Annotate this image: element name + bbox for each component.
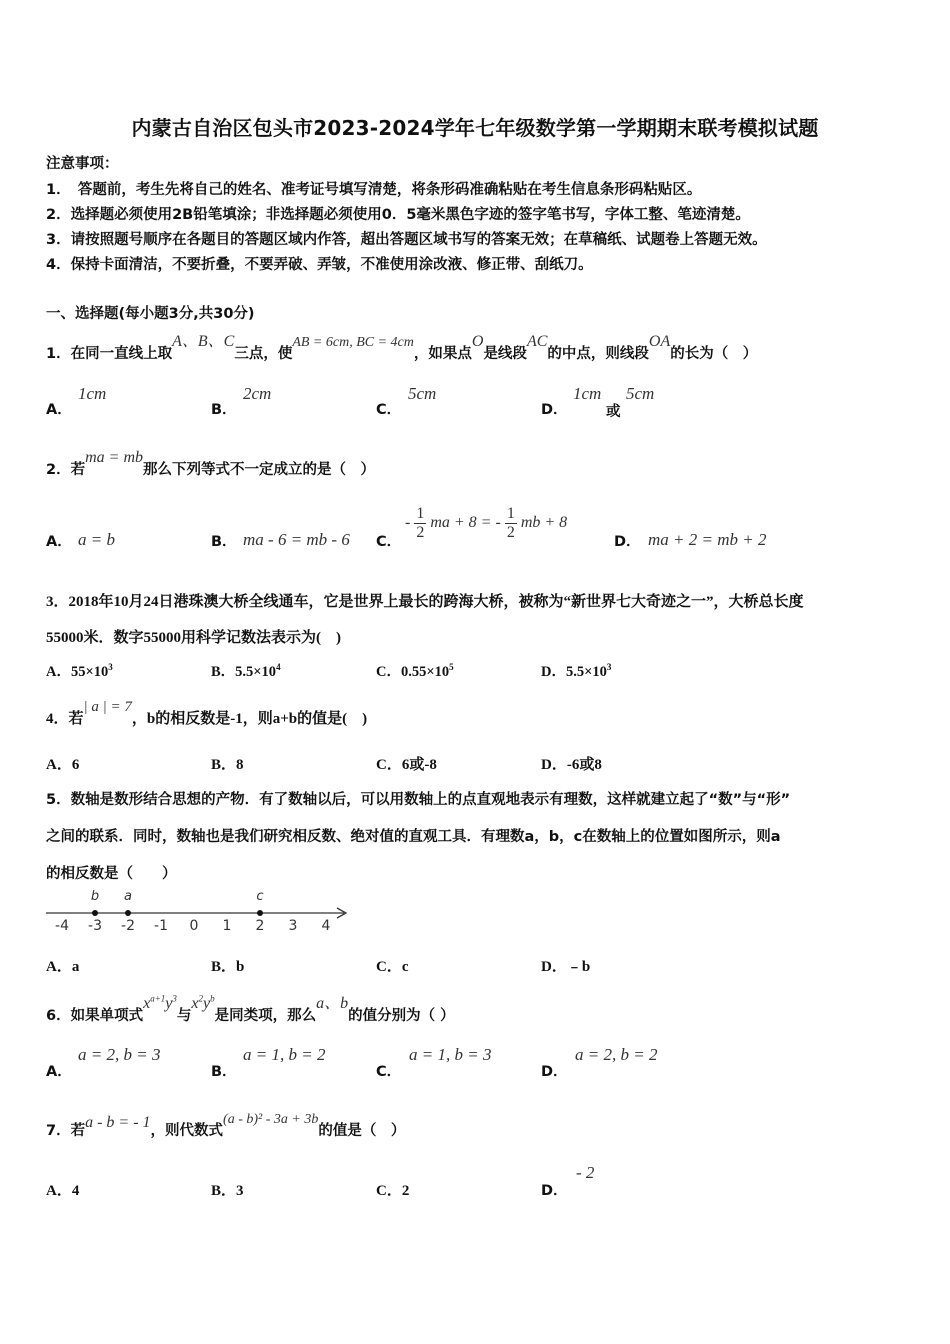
q1-option-d-1: 1cm [573, 384, 602, 403]
q1-text: 三点，使 [234, 346, 293, 362]
q6-option-c: a = 1, b = 3 [409, 1045, 492, 1064]
q2-c-mid: ma + 8 = - [430, 514, 501, 532]
q6-math-ab: a、b [316, 995, 349, 1012]
q7-option-c: C．2 [376, 1183, 410, 1199]
q3-a-exp: 3 [108, 662, 113, 673]
number-line-point-a [125, 910, 131, 916]
q1-math-ac: AC [526, 333, 548, 350]
question-4 [46, 699, 368, 728]
number-line-point-b [92, 910, 98, 916]
note-item: 4．保持卡面清洁，不要折叠，不要弄破、弄皱，不准使用涂改液、修正带、刮纸刀。 [46, 257, 593, 273]
q3-c-text: C．0.55×10 [376, 664, 450, 680]
q4-option-d: D．-6或8 [541, 757, 602, 773]
q4-option-c: C．6或-8 [376, 757, 437, 773]
number-line-point-label-c: c [256, 889, 264, 904]
q3-b-text: B．5.5×10 [211, 664, 277, 680]
q4-math: | a | = 7 [83, 699, 132, 715]
q7-text: ，则代数式 [150, 1123, 224, 1139]
q1-math-points: A、B、C [172, 333, 235, 350]
q3-option-d [541, 660, 611, 681]
q6-option-b: a = 1, b = 2 [243, 1045, 326, 1064]
q6-option-d-label: D． [541, 1064, 568, 1080]
question-5-line-3: 的相反数是（ ） [46, 866, 177, 882]
q6-m2-yexp: b [210, 993, 215, 1004]
q1-option-d-label: D． [541, 402, 568, 418]
q6-monomial-1 [143, 995, 177, 1012]
q7-option-d: - 2 [576, 1163, 595, 1182]
notes-heading: 注意事项： [46, 156, 119, 172]
q6-m1-exp: a+1 [150, 993, 166, 1004]
q5-option-b: B．b [211, 959, 245, 975]
q6-m2-base: x [191, 995, 199, 1012]
q2-math: ma = mb [85, 449, 143, 466]
q2-text: 那么下列等式不一定成立的是（ ） [143, 462, 375, 478]
note-item: 1． 答题前，考生先将自己的姓名、准考证号填写清楚，将条形码准确粘贴在考生信息条形码粘贴区。 [46, 182, 702, 198]
number-line-tick-label: 0 [189, 918, 199, 934]
q3-d-exp: 3 [606, 662, 612, 673]
number-line-point-c [257, 910, 263, 916]
q1-math-oa: OA [648, 333, 671, 350]
q6-option-b-label: B． [211, 1064, 237, 1080]
q6-text: 与 [176, 1008, 192, 1024]
q2-option-a-label: A． [46, 534, 72, 550]
q2-c-den-2: 2 [506, 524, 515, 541]
q2-c-den: 2 [416, 524, 425, 541]
q2-c-fraction [414, 505, 426, 542]
q2-option-c [405, 505, 567, 542]
q1-text: ，如果点 [413, 346, 472, 362]
section-heading: 一、选择题(每小题3分,共30分) [46, 306, 255, 322]
number-line-point-label-a: a [124, 889, 132, 904]
question-5-line-2: 之间的联系．同时，数轴也是我们研究相反数、绝对值的直观工具．有理数a，b，c在数轴上的位置如图所示，则a [46, 829, 781, 845]
q2-option-b-label: B． [211, 534, 237, 550]
question-2 [46, 449, 375, 479]
q1-text: 的中点，则线段 [547, 346, 649, 362]
page-title: 内蒙古自治区包头市2023-2024学年七年级数学第一学期期末联考模拟试题 [131, 116, 819, 140]
q6-text: 是同类项，那么 [214, 1008, 317, 1024]
q1-text: 的长为（ ） [670, 346, 758, 362]
q6-m1-yexp: 3 [172, 993, 177, 1004]
q6-monomial-2 [191, 995, 214, 1012]
number-line-tick-label: 2 [255, 918, 265, 934]
q1-option-b-label: B． [211, 402, 237, 418]
q3-c-exp: 5 [449, 662, 454, 673]
number-line-tick-label: 1 [222, 918, 232, 934]
note-item: 2．选择题必须使用2B铅笔填涂；非选择题必须使用0．5毫米黑色字迹的签字笔书写，字体工整、笔迹清楚。 [46, 207, 750, 223]
q2-option-d-label: D． [614, 534, 641, 550]
number-line-tick-label: -4 [55, 918, 69, 934]
q7-text: 7．若 [46, 1123, 86, 1139]
number-line-ticks [55, 918, 331, 934]
q1-option-d-or: 或 [606, 404, 621, 420]
q3-option-a [46, 660, 113, 681]
q4-text: ，b的相反数是-1，则a+b的值是( ) [131, 711, 368, 727]
q4-option-a: A．6 [46, 757, 80, 773]
q2-option-c-label: C． [376, 534, 402, 550]
q1-option-d-2: 5cm [626, 384, 655, 403]
q6-option-a-label: A． [46, 1064, 72, 1080]
q5-option-c: C．c [376, 959, 409, 975]
question-6 [46, 993, 455, 1025]
number-line-points [91, 889, 264, 916]
q7-option-d-label: D． [541, 1183, 568, 1199]
q1-option-a: 1cm [78, 384, 107, 403]
q1-text: 1．在同一直线上取 [46, 346, 173, 362]
q1-option-c-label: C． [376, 402, 402, 418]
q4-text: 4．若 [46, 711, 84, 727]
q2-c-num-2: 1 [506, 505, 515, 522]
question-7 [46, 1112, 406, 1140]
q6-text: 6．如果单项式 [46, 1008, 144, 1024]
q3-d-text: D．5.5×10 [541, 664, 607, 680]
question-3-line-1: 3．2018年10月24日港珠澳大桥全线通车，它是世界上最长的跨海大桥，被称为“新世界七大奇迹之一”，大桥总长度 [46, 594, 804, 610]
q6-m2-exp: 2 [198, 993, 203, 1004]
q7-text: 的值是（ ） [318, 1123, 406, 1139]
q2-c-end: mb + 8 [520, 514, 568, 532]
q5-option-a: A．a [46, 959, 80, 975]
q7-math-expression: (a - b)² - 3a + 3b [223, 1112, 319, 1127]
number-line-tick-label: 3 [288, 918, 298, 934]
number-line-point-label-b: b [90, 889, 100, 904]
q2-c-fraction-2 [505, 505, 517, 542]
q1-math-o: O [471, 333, 484, 350]
number-line-tick-label: -3 [88, 918, 102, 934]
q6-m1-base: x [143, 995, 151, 1012]
q6-m1-y: y [165, 995, 173, 1012]
note-item: 3．请按照题号顺序在各题目的答题区域内作答，超出答题区域书写的答案无效；在草稿纸、试题卷上答题无效。 [46, 232, 767, 248]
q2-option-b: ma - 6 = mb - 6 [243, 530, 350, 549]
number-line-tick-label: 4 [321, 918, 331, 934]
q2-text: 2．若 [46, 462, 86, 478]
q4-option-b: B．8 [211, 757, 244, 773]
q6-option-d: a = 2, b = 2 [575, 1045, 658, 1064]
q2-c-pre: - [405, 514, 411, 532]
q1-math-lengths: AB = 6cm, BC = 4cm [292, 335, 414, 350]
q3-option-b [211, 660, 281, 681]
q7-option-b: B．3 [211, 1183, 244, 1199]
q1-option-b: 2cm [243, 384, 272, 403]
q6-text: 的值分别为（ ） [348, 1008, 455, 1024]
q3-b-exp: 4 [276, 662, 281, 673]
q6-option-a: a = 2, b = 3 [78, 1045, 161, 1064]
q2-c-num: 1 [416, 505, 425, 522]
number-line-tick-label: -2 [121, 918, 135, 934]
q1-text: 是线段 [483, 346, 527, 362]
question-5-line-1: 5．数轴是数形结合思想的产物．有了数轴以后，可以用数轴上的点直观地表示有理数，这样就建立起了“数”与“形” [46, 792, 791, 808]
number-line-tick-label: -1 [154, 918, 168, 934]
q3-a-text: A．55×10 [46, 664, 109, 680]
question-1 [46, 333, 758, 363]
q7-math-condition: a - b = - 1 [85, 1114, 151, 1131]
q7-option-a: A．4 [46, 1183, 80, 1199]
q3-option-c [376, 660, 454, 681]
q6-m2-y: y [203, 995, 211, 1012]
question-3-line-2: 55000米．数字55000用科学记数法表示为( ) [46, 630, 341, 646]
q2-option-a: a = b [78, 530, 115, 549]
q1-option-c: 5cm [408, 384, 437, 403]
q6-option-c-label: C． [376, 1064, 402, 1080]
q2-option-d: ma + 2 = mb + 2 [648, 530, 767, 549]
q1-option-a-label: A． [46, 402, 72, 418]
q5-option-d: D．﹣b [541, 959, 591, 975]
number-line-figure [44, 886, 352, 936]
